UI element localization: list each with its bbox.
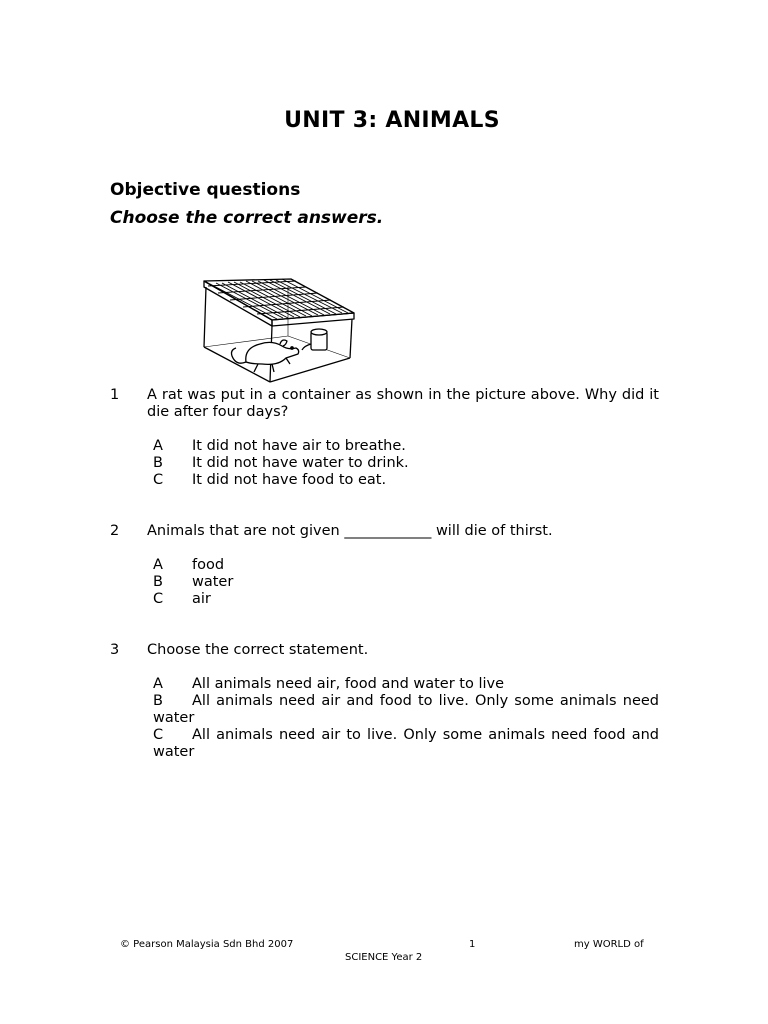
option-letter: B <box>153 455 163 471</box>
option[interactable] <box>153 693 659 727</box>
question-number: 3 <box>110 642 120 658</box>
options-list <box>153 676 659 761</box>
series-title-continued: SCIENCE Year 2 <box>345 952 423 963</box>
section-heading: Objective questions <box>110 180 301 200</box>
option[interactable] <box>153 574 659 591</box>
option-letter: B <box>153 693 163 709</box>
option-letter: A <box>153 557 163 573</box>
copyright-notice: © Pearson Malaysia Sdn Bhd 2007 <box>120 939 294 950</box>
option[interactable] <box>153 438 659 455</box>
instructions: Choose the correct answers. <box>110 208 384 228</box>
option-text: It did not have air to breathe. <box>192 438 406 454</box>
options-list <box>153 438 659 489</box>
page-title: UNIT 3: ANIMALS <box>284 108 500 133</box>
question-text <box>147 523 659 540</box>
rat-in-container-illustration <box>188 264 372 386</box>
option-text: All animals need air, food and water to live <box>192 676 505 692</box>
option-text: All animals need air to live. Only some animals need food and water <box>153 727 659 760</box>
question-number: 2 <box>110 523 120 539</box>
question-number: 1 <box>110 387 120 403</box>
option-letter: A <box>153 438 163 454</box>
option[interactable] <box>153 472 659 489</box>
option-text: All animals need air and food to live. Only some animals need water <box>153 693 659 726</box>
option-text: It did not have food to eat. <box>192 472 387 488</box>
option-letter: B <box>153 574 163 590</box>
option-text: It did not have water to drink. <box>192 455 409 471</box>
option-text: water <box>192 574 234 590</box>
option-text: air <box>192 591 211 607</box>
options-list <box>153 557 659 608</box>
question-text-after: will die of thirst. <box>435 523 553 539</box>
option[interactable] <box>153 676 659 693</box>
question-text: A rat was put in a container as shown in the picture above. Why did it die after four days? <box>147 387 659 420</box>
option-text: food <box>192 557 225 573</box>
option[interactable] <box>153 591 659 608</box>
option[interactable] <box>153 455 659 472</box>
page-number: 1 <box>469 939 476 950</box>
series-title: my WORLD of <box>574 939 644 950</box>
answer-blank: ____________ <box>344 523 432 539</box>
question-text-before: Animals that are not given <box>147 523 340 539</box>
option-letter: C <box>153 472 164 488</box>
option-letter: C <box>153 727 164 743</box>
question-text: Choose the correct statement. <box>147 642 369 658</box>
option-letter: A <box>153 676 163 692</box>
option-letter: C <box>153 591 164 607</box>
option[interactable] <box>153 557 659 574</box>
option[interactable] <box>153 727 659 761</box>
